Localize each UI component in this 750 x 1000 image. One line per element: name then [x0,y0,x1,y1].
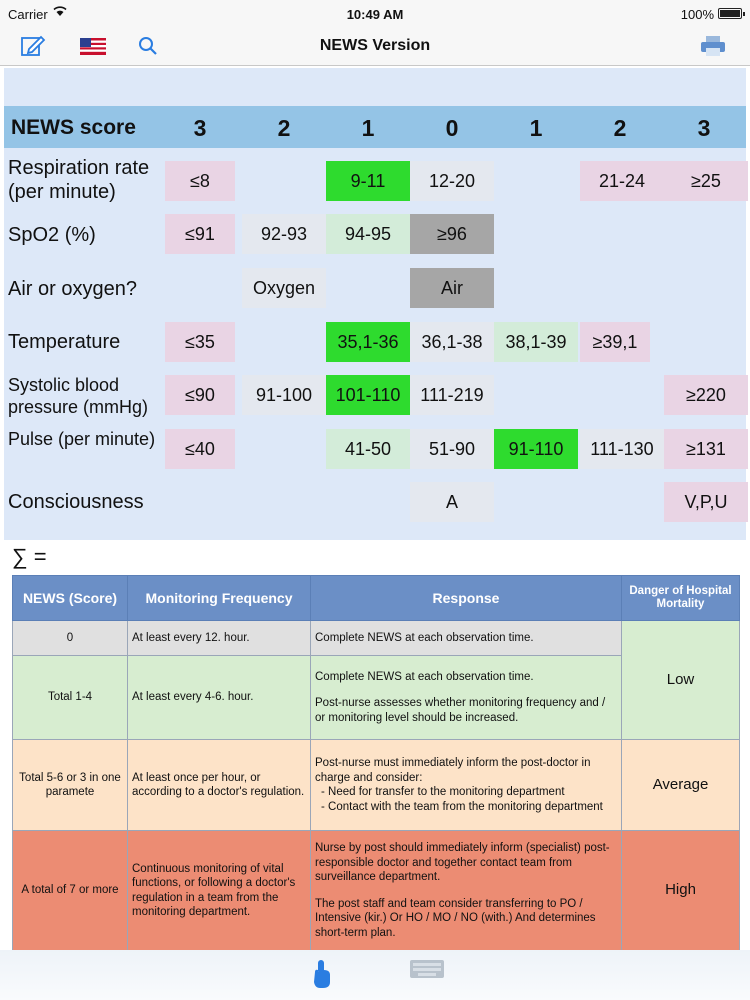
status-bar [0,0,750,26]
systolic-bp-label-line1: Systolic blood [8,375,120,395]
carrier-label: Carrier [8,7,48,22]
danger-cell-high: High [622,831,740,951]
air-oxygen-label: Air or oxygen? [8,278,137,300]
pulse-cell-0[interactable]: 51-90 [410,429,494,469]
resp-cell-3-low[interactable]: ≤8 [165,161,235,201]
response-line: Post-nurse assesses whether monitoring frequency and / or monitoring level should be increased. [315,697,606,724]
response-cell [311,831,622,951]
danger-cell-average: Average [622,740,740,831]
systolic-bp-label [8,374,148,418]
pulse-cell-1-high[interactable]: 91-110 [494,429,578,469]
score-col-1-high: 1 [529,115,543,141]
battery-percent: 100% [680,7,714,22]
respiration-rate-label-line1: Respiration rate [8,157,150,179]
systolic-bp-label-line2: pressure (mmHg) [8,397,149,417]
resp-cell-1-low[interactable]: 9-11 [326,161,410,201]
response-line: The post staff and team consider transferring to PO / Intensive (kir.) Or HO / MO / NO (with.) And determines short-term plan. [315,897,596,939]
temp-cell-1-low[interactable]: 35,1-36 [326,322,410,362]
spo2-cell-0[interactable]: ≥96 [410,214,494,254]
spo2-cell-3-low[interactable]: ≤91 [165,214,235,254]
news-score-header [4,106,746,148]
status-time: 10:49 AM [346,7,404,22]
score-cell: A total of 7 or more [13,831,128,951]
consciousness-label: Consciousness [8,491,144,513]
nav-title: NEWS Version [319,37,431,54]
temp-cell-3-low[interactable]: ≤35 [165,322,235,362]
pulse-label: Pulse (per minute) [8,429,156,449]
response-cell [311,656,622,740]
resp-cell-3-high[interactable]: ≥25 [664,161,748,201]
conc-cell-0[interactable]: A [410,482,494,522]
keyboard-icon[interactable] [410,960,444,978]
spo2-cell-1-low[interactable]: 94-95 [326,214,410,254]
spo2-cell-2-low[interactable]: 92-93 [242,214,326,254]
resp-cell-2-high[interactable]: 21-24 [580,161,664,201]
score-cell: 0 [13,621,128,656]
header-response: Response [311,576,622,621]
pulse-cell-1-low[interactable]: 41-50 [326,429,410,469]
header-danger-mortality: Danger of Hospital Mortality [622,576,740,621]
bottom-tab-bar [0,950,750,1000]
battery-icon [718,8,742,19]
air-oxygen-cell-air[interactable]: Air [410,268,494,308]
respiration-rate-label [8,156,149,204]
temp-cell-0[interactable]: 36,1-38 [410,322,494,362]
table-row [13,621,740,656]
response-line: - Contact with the team from the monitoring department [321,800,603,813]
response-line: Nurse by post should immediately inform (specialist) post-responsible doctor and together contact team from surveillance department. [315,842,610,883]
pulse-cell-3-high[interactable]: ≥131 [664,429,748,469]
score-col-3-high: 3 [697,115,711,141]
hand-pointer-icon[interactable] [310,958,334,990]
frequency-cell: At least once per hour, or according to a doctor's regulation. [128,740,311,831]
response-cell: Complete NEWS at each observation time. [311,621,622,656]
sbp-cell-3-high[interactable]: ≥220 [664,375,748,415]
temp-cell-1-high[interactable]: 38,1-39 [494,322,578,362]
frequency-cell: At least every 12. hour. [128,621,311,656]
respiration-rate-label-line2: (per minute) [8,181,116,203]
response-line: Post-nurse must immediately inform the post-doctor in charge and consider: [315,757,591,784]
print-icon[interactable] [700,34,726,58]
score-col-3-low: 3 [193,115,207,141]
spo2-label: SpO2 (%) [8,224,96,246]
news-score-label: NEWS score [11,116,136,139]
nav-bar [0,26,750,66]
sum-label: ∑ = [12,544,47,569]
conc-cell-3-high[interactable]: V,P,U [664,482,748,522]
score-col-1-low: 1 [361,115,375,141]
sbp-cell-1-low[interactable]: 101-110 [326,375,410,415]
response-line: - Need for transfer to the monitoring department [321,786,565,798]
header-news-score: NEWS (Score) [13,576,128,621]
score-col-0: 0 [445,115,459,141]
header-monitoring-frequency: Monitoring Frequency [128,576,311,621]
score-col-2-low: 2 [277,115,291,141]
danger-cell-low: Low [622,621,740,740]
sbp-cell-3-low[interactable]: ≤90 [165,375,235,415]
score-col-2-high: 2 [613,115,627,141]
temp-cell-2-high[interactable]: ≥39,1 [580,322,650,362]
frequency-cell: Continuous monitoring of vital functions, or following a doctor's regulation in a team from the monitoring department. [128,831,311,951]
response-cell [311,740,622,831]
frequency-cell: At least every 4-6. hour. [128,656,311,740]
response-line: Complete NEWS at each observation time. [315,670,534,683]
score-cell: Total 1-4 [13,656,128,740]
pulse-cell-3-low[interactable]: ≤40 [165,429,235,469]
table-row [13,740,740,831]
sbp-cell-0[interactable]: 111-219 [410,375,494,415]
pulse-cell-2-high[interactable]: 111-130 [580,429,664,469]
resp-cell-0[interactable]: 12-20 [410,161,494,201]
news-score-chart [4,68,746,540]
table-row [13,831,740,951]
temperature-label: Temperature [8,331,121,353]
score-cell: Total 5-6 or 3 in one paramete [13,740,128,831]
air-oxygen-cell-oxygen[interactable]: Oxygen [242,268,326,308]
response-table [12,575,740,951]
sbp-cell-2-low[interactable]: 91-100 [242,375,326,415]
